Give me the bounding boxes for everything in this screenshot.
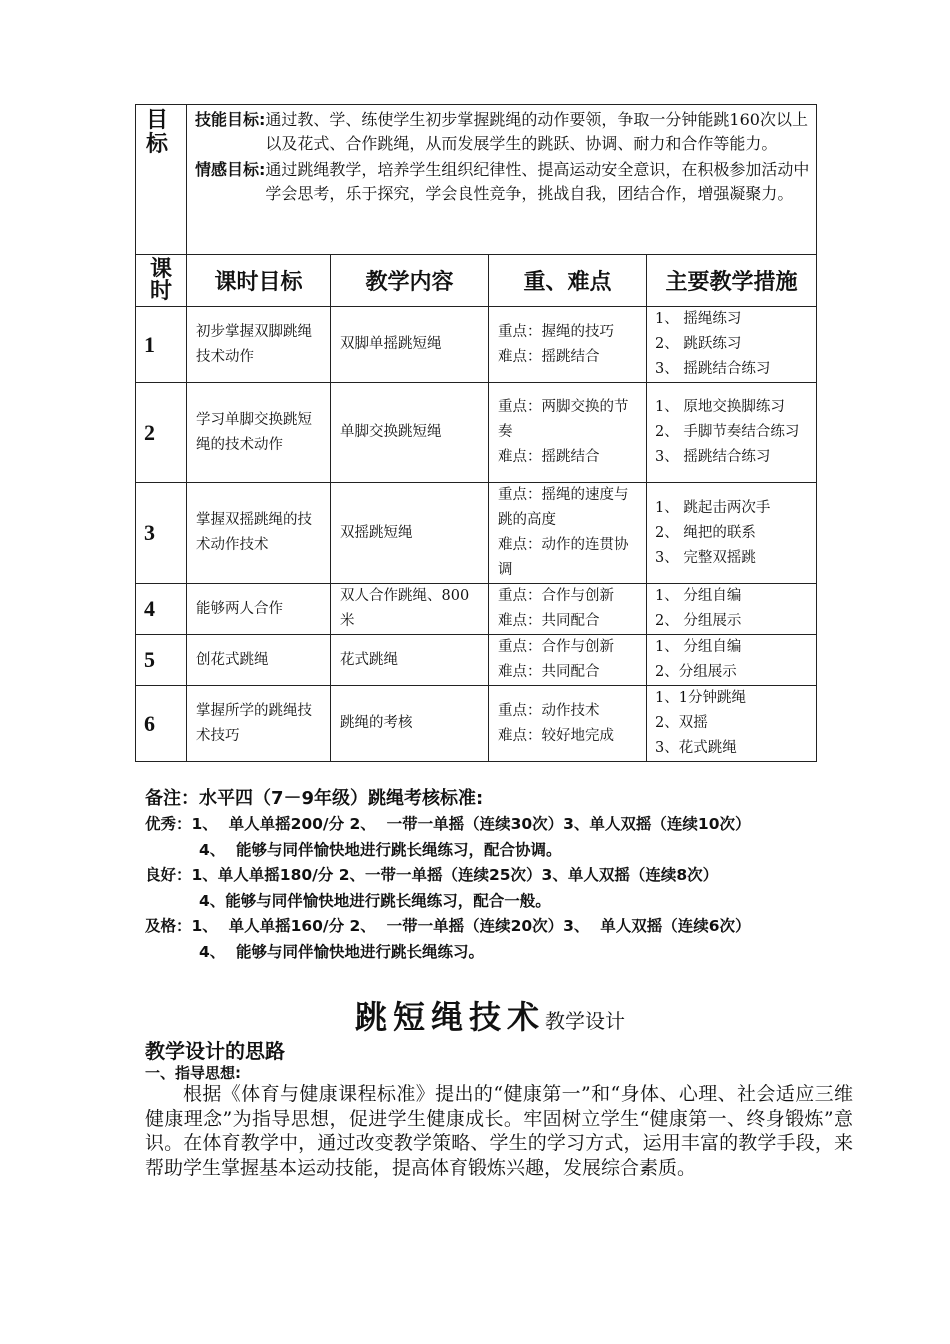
notes-line: 4、 能够与同伴愉快地进行跳长绳练习。 (145, 942, 485, 961)
lesson-goal: 掌握所学的跳绳技术技巧 (187, 686, 331, 762)
key-point-line: 难点：摇跳结合 (498, 449, 600, 465)
key-point-line: 难点：共同配合 (498, 664, 600, 680)
lesson-number: 2 (136, 383, 187, 483)
lesson-goal: 掌握双摇跳绳的技术动作技术 (187, 483, 331, 584)
lesson-number: 3 (136, 483, 187, 584)
design-title-main: 跳短绳技术 (355, 998, 546, 1036)
notes-line: 4、 能够与同伴愉快地进行跳长绳练习，配合协调。 (145, 840, 562, 859)
table-row (136, 686, 817, 762)
design-title-suffix: 教学设计 (545, 1009, 626, 1033)
lesson-measures (647, 483, 817, 584)
lesson-key-points (489, 383, 647, 483)
measure-line: 1、 分组自编 (655, 588, 742, 604)
emotion-goal (195, 158, 810, 206)
lesson-content: 单脚交换跳短绳 (331, 383, 489, 483)
measure-line: 3、 完整双摇跳 (655, 549, 756, 566)
measure-line: 1、 跳起击两次手 (655, 499, 771, 516)
design-title (355, 992, 625, 1038)
section-title: 教学设计的思路 (145, 1039, 285, 1063)
skill-goal-key: 技能目标: (195, 110, 266, 129)
lesson-goal: 学习单脚交换跳短绳的技术动作 (187, 383, 331, 483)
lesson-content: 双脚单摇跳短绳 (331, 307, 489, 383)
lesson-key-points (489, 584, 647, 635)
measure-line: 2、双摇 (655, 715, 708, 731)
skill-goal-text: 通过教、学、练使学生初步掌握跳绳的动作要领，争取一分钟能跳160次以上以及花式、合作跳绳，从而发展学生的跳跃、协调、耐力和合作等能力。 (265, 110, 808, 153)
table-header-row (136, 255, 817, 307)
lesson-measures (647, 307, 817, 383)
measure-line: 3、花式跳绳 (655, 740, 737, 756)
lesson-content: 双人合作跳绳、800米 (331, 584, 489, 635)
header-content: 教学内容 (331, 255, 489, 307)
key-point-line: 难点：动作的连贯协调 (498, 537, 629, 578)
goals-row (136, 105, 817, 255)
lesson-goal: 创花式跳绳 (187, 635, 331, 686)
measure-line: 1、 分组自编 (655, 639, 742, 655)
measure-line: 1、1分钟跳绳 (655, 690, 746, 706)
key-point-line: 难点：摇跳结合 (498, 348, 600, 365)
lesson-key-points (489, 307, 647, 383)
measure-line: 1、 原地交换脚练习 (655, 399, 785, 415)
measure-line: 2、 绳把的联系 (655, 524, 756, 541)
measure-line: 2、 手脚节奏结合练习 (655, 424, 800, 440)
key-point-line: 难点：较好地完成 (498, 727, 614, 744)
subsection-title: 一、指导思想: (145, 1064, 241, 1082)
header-lesson: 课时 (136, 255, 187, 307)
lesson-number: 1 (136, 307, 187, 383)
key-point-line: 重点：两脚交换的节奏 (498, 399, 629, 440)
notes-line: 优秀：1、 单人单摇200/分 2、 一带一单摇（连续30次）3、单人双摇（连续10次） (145, 815, 751, 833)
lesson-key-points (489, 483, 647, 584)
goals-cell (187, 105, 817, 255)
key-point-line: 重点：动作技术 (498, 702, 600, 719)
header-goal: 课时目标 (187, 255, 331, 307)
lesson-measures (647, 383, 817, 483)
lesson-measures (647, 635, 817, 686)
notes-line: 良好：1、单人单摇180/分 2、一带一单摇（连续25次）3、单人双摇（连续8次） (145, 866, 719, 884)
measure-line: 3、 摇跳结合练习 (655, 361, 771, 377)
header-key-points: 重、难点 (489, 255, 647, 307)
measure-line: 2、分组展示 (655, 664, 737, 680)
table-row (136, 383, 817, 483)
lesson-key-points (489, 635, 647, 686)
skill-goal (195, 108, 810, 156)
lesson-goal: 能够两人合作 (187, 584, 331, 635)
lesson-content: 双摇跳短绳 (331, 483, 489, 584)
key-point-line: 重点：摇绳的速度与跳的高度 (498, 487, 629, 528)
lesson-number: 5 (136, 635, 187, 686)
measure-line: 2、 分组展示 (655, 613, 742, 629)
lesson-content: 跳绳的考核 (331, 686, 489, 762)
notes-line: 及格：1、 单人单摇160/分 2、 一带一单摇（连续20次）3、 单人双摇（连续6次） (145, 917, 751, 935)
measure-line: 3、 摇跳结合练习 (655, 449, 771, 465)
lesson-goal: 初步掌握双脚跳绳技术动作 (187, 307, 331, 383)
key-point-line: 重点：合作与创新 (498, 639, 614, 655)
assessment-notes (145, 786, 751, 965)
table-row (136, 483, 817, 584)
notes-title: 备注：水平四（7－9年级）跳绳考核标准: (145, 788, 484, 809)
lesson-content: 花式跳绳 (331, 635, 489, 686)
lesson-measures (647, 584, 817, 635)
emotion-goal-key: 情感目标: (195, 160, 266, 179)
goals-label: 目标 (136, 105, 187, 255)
lesson-plan-table (135, 104, 817, 762)
table-row (136, 307, 817, 383)
table-row (136, 635, 817, 686)
lesson-number: 6 (136, 686, 187, 762)
measure-line: 2、 跳跃练习 (655, 336, 742, 352)
key-point-line: 重点：合作与创新 (498, 588, 614, 604)
notes-line: 4、能够与同伴愉快地进行跳长绳练习，配合一般。 (145, 891, 551, 910)
lesson-measures (647, 686, 817, 762)
lesson-number: 4 (136, 584, 187, 635)
lesson-key-points (489, 686, 647, 762)
key-point-line: 重点：握绳的技巧 (498, 323, 614, 340)
measure-line: 1、 摇绳练习 (655, 311, 742, 327)
emotion-goal-text: 通过跳绳教学，培养学生组织纪律性、提高运动安全意识，在积极参加活动中学会思考，乐于探究，学会良性竞争，挑战自我，团结合作，增强凝聚力。 (265, 160, 810, 203)
header-measures: 主要教学措施 (647, 255, 817, 307)
guiding-paragraph: 根据《体育与健康课程标准》提出的“健康第一”和“身体、心理、社会适应三维健康理念”为指导思想，促进学生健康成长。牢固树立学生“健康第一、终身锻炼”意识。在体育教学中，通过改变教学策略、学生的学习方式，运用丰富的教学手段，来帮助学生掌握基本运动技能，提高体育锻炼兴趣，发展综合素质。 (145, 1083, 853, 1179)
key-point-line: 难点：共同配合 (498, 613, 600, 629)
table-row (136, 584, 817, 635)
